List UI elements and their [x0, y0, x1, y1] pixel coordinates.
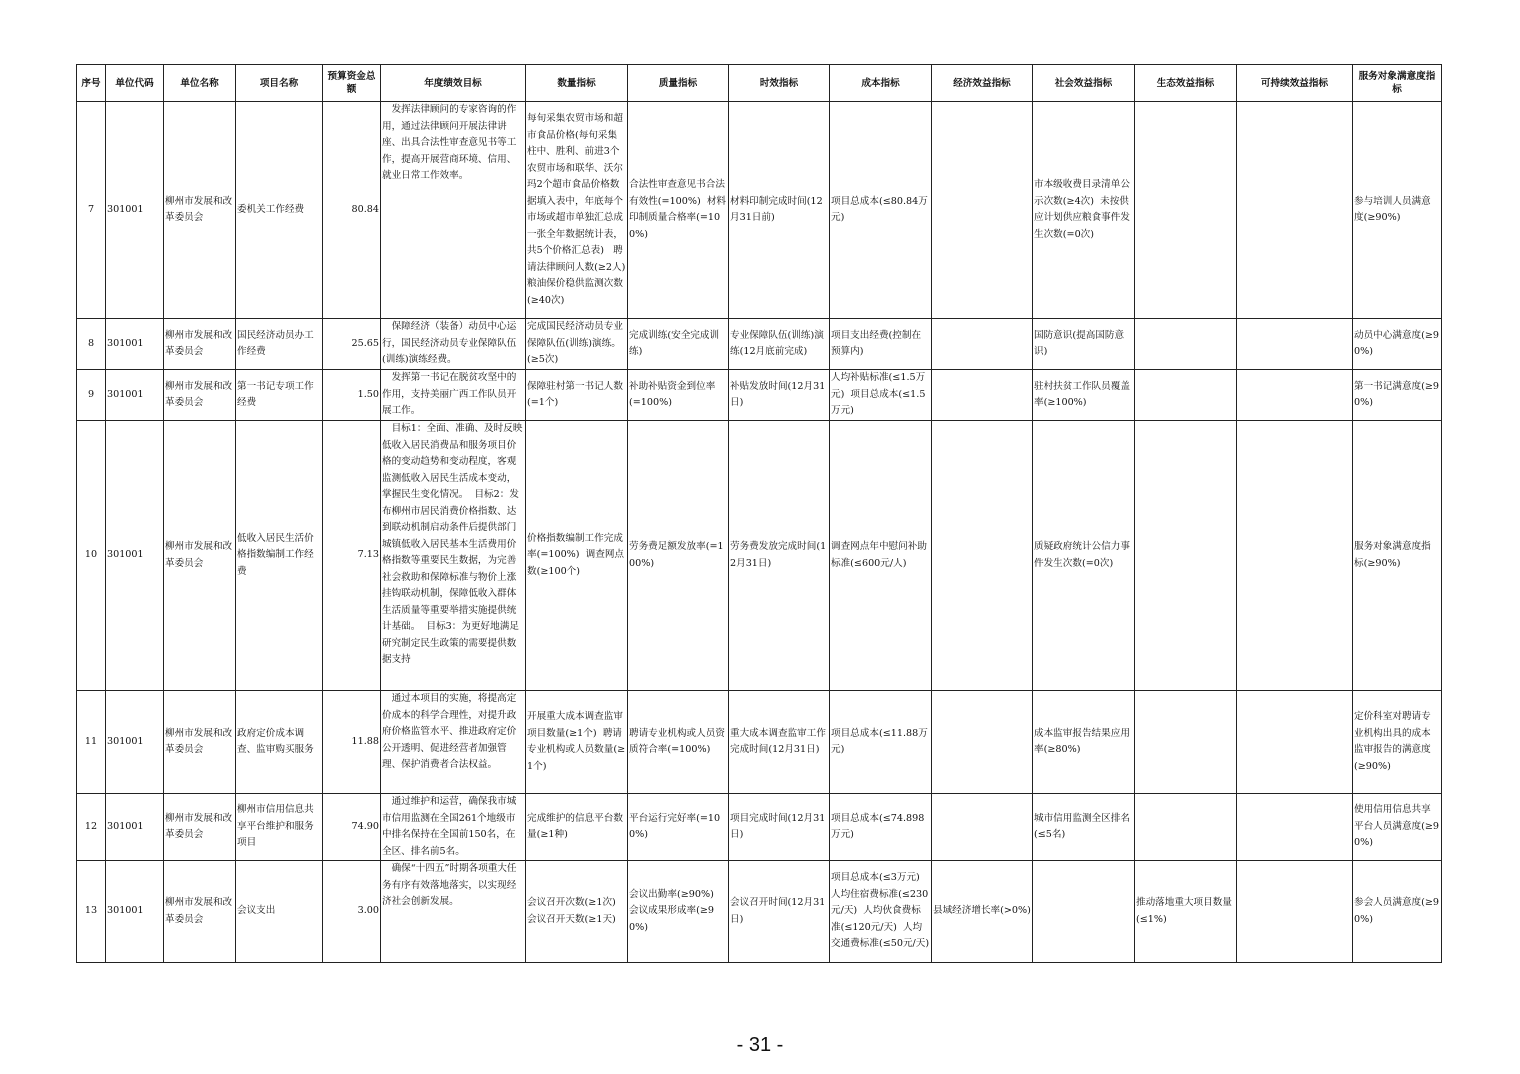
sustainability-cell	[1237, 861, 1353, 963]
economic-benefit-cell: 县域经济增长率(>0%)	[932, 861, 1033, 963]
header-cell: 时效指标	[729, 65, 830, 102]
project-name-cell: 委机关工作经费	[236, 102, 323, 319]
sustainability-cell	[1237, 794, 1353, 861]
seq-cell: 11	[77, 691, 106, 794]
quantity-indicator-cell: 完成国民经济动员专业保障队伍(训练)演练。(≥5次)	[526, 319, 628, 370]
cost-indicator-cell: 调查网点年中慰问补助标准(≤600元/人)	[830, 421, 932, 691]
sustainability-cell	[1237, 102, 1353, 319]
header-cell: 可持续效益指标	[1237, 65, 1353, 102]
project-name-cell: 会议支出	[236, 861, 323, 963]
ecological-benefit-cell	[1135, 370, 1237, 421]
satisfaction-cell: 定价科室对聘请专业机构出具的成本监审报告的满意度(≥90%)	[1353, 691, 1442, 794]
satisfaction-cell: 第一书记满意度(≥90%)	[1353, 370, 1442, 421]
satisfaction-cell: 参与培训人员满意度(≥90%)	[1353, 102, 1442, 319]
ecological-benefit-cell	[1135, 319, 1237, 370]
unit-name-cell: 柳州市发展和改革委员会	[164, 794, 236, 861]
ecological-benefit-cell: 推动落地重大项目数量(≤1%)	[1135, 861, 1237, 963]
table-row	[77, 319, 1442, 370]
timeliness-indicator-cell: 补贴发放时间(12月31日)	[729, 370, 830, 421]
header-cell: 数量指标	[526, 65, 628, 102]
seq-cell: 7	[77, 102, 106, 319]
unit-code-cell: 301001	[106, 102, 164, 319]
quality-indicator-cell: 平台运行完好率(=100%)	[628, 794, 729, 861]
sustainability-cell	[1237, 691, 1353, 794]
project-name-cell: 政府定价成本调查、监审购买服务	[236, 691, 323, 794]
unit-code-cell: 301001	[106, 794, 164, 861]
page-number: - 31 -	[736, 1034, 784, 1056]
quality-indicator-cell: 完成训练(安全完成训练)	[628, 319, 729, 370]
header-cell: 预算资金总额	[323, 65, 381, 102]
timeliness-indicator-cell: 会议召开时间(12月31日)	[729, 861, 830, 963]
goal-cell: 通过维护和运营，确保我市城市信用监测在全国261个地级市中排名保持在全国前150名，在全区、排名前5名。	[381, 794, 526, 861]
timeliness-indicator-cell: 专业保障队伍(训练)演练(12月底前完成)	[729, 319, 830, 370]
unit-code-cell: 301001	[106, 861, 164, 963]
budget-cell: 11.88	[323, 691, 381, 794]
header-cell: 生态效益指标	[1135, 65, 1237, 102]
header-cell: 质量指标	[628, 65, 729, 102]
unit-name-cell: 柳州市发展和改革委员会	[164, 691, 236, 794]
timeliness-indicator-cell: 重大成本调查监审工作完成时间(12月31日)	[729, 691, 830, 794]
table-row	[77, 794, 1442, 861]
header-cell: 年度绩效目标	[381, 65, 526, 102]
budget-cell: 25.65	[323, 319, 381, 370]
cost-indicator-cell: 项目总成本(≤74.898万元)	[830, 794, 932, 861]
seq-cell: 13	[77, 861, 106, 963]
economic-benefit-cell	[932, 691, 1033, 794]
satisfaction-cell: 服务对象满意度指标(≥90%)	[1353, 421, 1442, 691]
budget-cell: 80.84	[323, 102, 381, 319]
budget-cell: 74.90	[323, 794, 381, 861]
quantity-indicator-cell: 开展重大成本调查监审项目数量(≥1个) 聘请专业机构或人员数量(≥1个)	[526, 691, 628, 794]
economic-benefit-cell	[932, 421, 1033, 691]
satisfaction-cell: 使用信用信息共享平台人员满意度(≥90%)	[1353, 794, 1442, 861]
quality-indicator-cell: 补助补贴资金到位率(=100%)	[628, 370, 729, 421]
quality-indicator-cell: 合法性审查意见书合法有效性(=100%) 材料印制质量合格率(=100%)	[628, 102, 729, 319]
header-cell: 经济效益指标	[932, 65, 1033, 102]
satisfaction-cell: 参会人员满意度(≥90%)	[1353, 861, 1442, 963]
sustainability-cell	[1237, 370, 1353, 421]
ecological-benefit-cell	[1135, 102, 1237, 319]
goal-cell: 确保“十四五”时期各项重大任务有序有效落地落实，以实现经济社会创新发展。	[381, 861, 526, 963]
header-row	[77, 65, 1442, 102]
budget-cell: 1.50	[323, 370, 381, 421]
quantity-indicator-cell: 会议召开次数(≥1次) 会议召开天数(≥1天)	[526, 861, 628, 963]
goal-cell: 通过本项目的实施，将提高定价成本的科学合理性，对提升政府价格监管水平、推进政府定价公开透明、促进经营者加强管理、保护消费者合法权益。	[381, 691, 526, 794]
seq-cell: 9	[77, 370, 106, 421]
table-row	[77, 691, 1442, 794]
header-cell: 单位代码	[106, 65, 164, 102]
cost-indicator-cell: 项目总成本(≤11.88万元)	[830, 691, 932, 794]
economic-benefit-cell	[932, 102, 1033, 319]
goal-cell: 保障经济（装备）动员中心运行，国民经济动员专业保障队伍(训练)演练经费。	[381, 319, 526, 370]
seq-cell: 10	[77, 421, 106, 691]
social-benefit-cell: 国防意识(提高国防意识)	[1033, 319, 1135, 370]
satisfaction-cell: 动员中心满意度(≥90%)	[1353, 319, 1442, 370]
table-row	[77, 370, 1442, 421]
goal-cell: 目标1：全面、准确、及时反映低收入居民消费品和服务项目价格的变动趋势和变动程度，客观监测低收入居民生活成本变动，掌握民生变化情况。 目标2：发布柳州市居民消费价格指数、达到联动机制启动条件后提供部门城镇低收入居民基本生活费用价格指数等重要民生数据，为完善社会救助和保障标准与物价上涨挂钩联动机制，保障低收入群体生活质量等重要举措实施提供统计基础。 目标3：为更好地满足研究制定民生政策的需要提供数据支持	[381, 421, 526, 691]
cost-indicator-cell: 项目总成本(≤80.84万元)	[830, 102, 932, 319]
header-cell: 成本指标	[830, 65, 932, 102]
quantity-indicator-cell: 每旬采集农贸市场和超市食品价格(每旬采集柱中、胜利、前进3个农贸市场和联华、沃尔玛2个超市食品价格数据填入表中，年底每个市场或超市单独汇总成一张全年数据统计表，共5个价格汇总表) 聘请法律顾问人数(≥2人) 粮油保价稳供监测次数(≥40次)	[526, 102, 628, 319]
unit-code-cell: 301001	[106, 319, 164, 370]
ecological-benefit-cell	[1135, 421, 1237, 691]
quantity-indicator-cell: 完成维护的信息平台数量(≥1种)	[526, 794, 628, 861]
economic-benefit-cell	[932, 370, 1033, 421]
unit-name-cell: 柳州市发展和改革委员会	[164, 319, 236, 370]
header-cell: 项目名称	[236, 65, 323, 102]
quality-indicator-cell: 劳务费足额发放率(=100%)	[628, 421, 729, 691]
timeliness-indicator-cell: 劳务费发放完成时间(12月31日)	[729, 421, 830, 691]
budget-cell: 7.13	[323, 421, 381, 691]
sustainability-cell	[1237, 421, 1353, 691]
ecological-benefit-cell	[1135, 794, 1237, 861]
project-name-cell: 低收入居民生活价格指数编制工作经费	[236, 421, 323, 691]
table-row	[77, 102, 1442, 319]
seq-cell: 8	[77, 319, 106, 370]
economic-benefit-cell	[932, 794, 1033, 861]
goal-cell: 发挥法律顾问的专家咨询的作用，通过法律顾问开展法律讲座、出具合法性审查意见书等工作，提高开展营商环境、信用、就业日常工作效率。	[381, 102, 526, 319]
sustainability-cell	[1237, 319, 1353, 370]
seq-cell: 12	[77, 794, 106, 861]
cost-indicator-cell: 项目支出经费(控制在预算内)	[830, 319, 932, 370]
unit-name-cell: 柳州市发展和改革委员会	[164, 102, 236, 319]
social-benefit-cell	[1033, 861, 1135, 963]
header-cell: 序号	[77, 65, 106, 102]
unit-code-cell: 301001	[106, 370, 164, 421]
header-cell: 社会效益指标	[1033, 65, 1135, 102]
budget-cell: 3.00	[323, 861, 381, 963]
economic-benefit-cell	[932, 319, 1033, 370]
timeliness-indicator-cell: 材料印制完成时间(12月31日前)	[729, 102, 830, 319]
cost-indicator-cell: 人均补贴标准(≤1.5万元) 项目总成本(≤1.5万元)	[830, 370, 932, 421]
goal-cell: 发挥第一书记在脱贫攻坚中的作用，支持美丽广西工作队员开展工作。	[381, 370, 526, 421]
performance-table	[76, 64, 1442, 963]
header-cell: 单位名称	[164, 65, 236, 102]
table-row	[77, 861, 1442, 963]
cost-indicator-cell: 项目总成本(≤3万元) 人均住宿费标准(≤230元/天) 人均伙食费标准(≤120元/天) 人均交通费标准(≤50元/天)	[830, 861, 932, 963]
project-name-cell: 第一书记专项工作经费	[236, 370, 323, 421]
unit-name-cell: 柳州市发展和改革委员会	[164, 861, 236, 963]
project-name-cell: 国民经济动员办工作经费	[236, 319, 323, 370]
social-benefit-cell: 驻村扶贫工作队员覆盖率(≥100%)	[1033, 370, 1135, 421]
unit-code-cell: 301001	[106, 691, 164, 794]
social-benefit-cell: 城市信用监测全区排名(≤5名)	[1033, 794, 1135, 861]
unit-code-cell: 301001	[106, 421, 164, 691]
quantity-indicator-cell: 价格指数编制工作完成率(=100%) 调查网点数(≥100个)	[526, 421, 628, 691]
timeliness-indicator-cell: 项目完成时间(12月31日)	[729, 794, 830, 861]
social-benefit-cell: 质疑政府统计公信力事件发生次数(=0次)	[1033, 421, 1135, 691]
project-name-cell: 柳州市信用信息共享平台维护和服务项目	[236, 794, 323, 861]
social-benefit-cell: 市本级收费目录清单公示次数(≥4次) 未按供应计划供应粮食事件发生次数(=0次)	[1033, 102, 1135, 319]
unit-name-cell: 柳州市发展和改革委员会	[164, 421, 236, 691]
unit-name-cell: 柳州市发展和改革委员会	[164, 370, 236, 421]
ecological-benefit-cell	[1135, 691, 1237, 794]
quality-indicator-cell: 聘请专业机构或人员资质符合率(=100%)	[628, 691, 729, 794]
social-benefit-cell: 成本监审报告结果应用率(≥80%)	[1033, 691, 1135, 794]
table-body	[77, 102, 1442, 963]
quantity-indicator-cell: 保障驻村第一书记人数(=1个)	[526, 370, 628, 421]
table-row	[77, 421, 1442, 691]
quality-indicator-cell: 会议出勤率(≥90%) 会议成果形成率(≥90%)	[628, 861, 729, 963]
header-cell: 服务对象满意度指标	[1353, 65, 1442, 102]
